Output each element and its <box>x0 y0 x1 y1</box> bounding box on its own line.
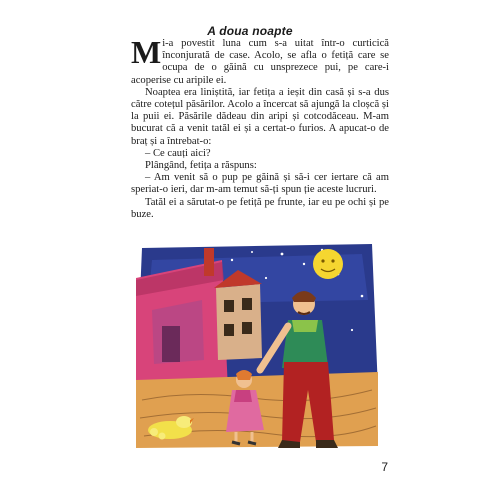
paragraph-6: Tatăl ei a sărutat-o pe fetiță pe frunte, iar eu pe ochi și pe buze. <box>131 196 389 220</box>
paragraph-4: Plângând, fetița a răspuns: <box>145 160 257 172</box>
paragraph-2: Noaptea era liniștită, iar fetița a ieșit din casă și s-a dus către cotețul păsărilor. Acolo a încercat să ajungă la cloșcă și la puii ei. Păsările dădeau din aripi și cotcodăceau. M-am bucurat că a venit tatăl ei și a certat-o furios. A apucat-o de braț și a întrebat-o: <box>131 86 389 147</box>
page-number: 7 <box>381 460 388 474</box>
story-illustration <box>132 240 382 452</box>
paragraph-3: – Ce cauți aici? <box>145 147 211 159</box>
story-text <box>131 34 389 221</box>
paragraph-5: – Am venit să o pup pe găină și să-i cer iertare că am speriat-o ieri, dar m-am temut să-ți spun ție aceste lucruri. <box>131 172 389 196</box>
chapter-title: A doua noapte <box>207 24 293 38</box>
paragraph-1 <box>131 34 389 87</box>
paragraph-1-text: i-a povestit luna cum s-a uitat într-o curticică înconjurată de case. Acolo, se afla o fetiță care se ocupa de o găină cu unsprezece pui, pe care-i acoperise cu aripile ei. <box>131 38 389 86</box>
back-building <box>214 270 262 360</box>
moon-icon <box>313 249 343 279</box>
drop-cap: M <box>131 34 162 70</box>
